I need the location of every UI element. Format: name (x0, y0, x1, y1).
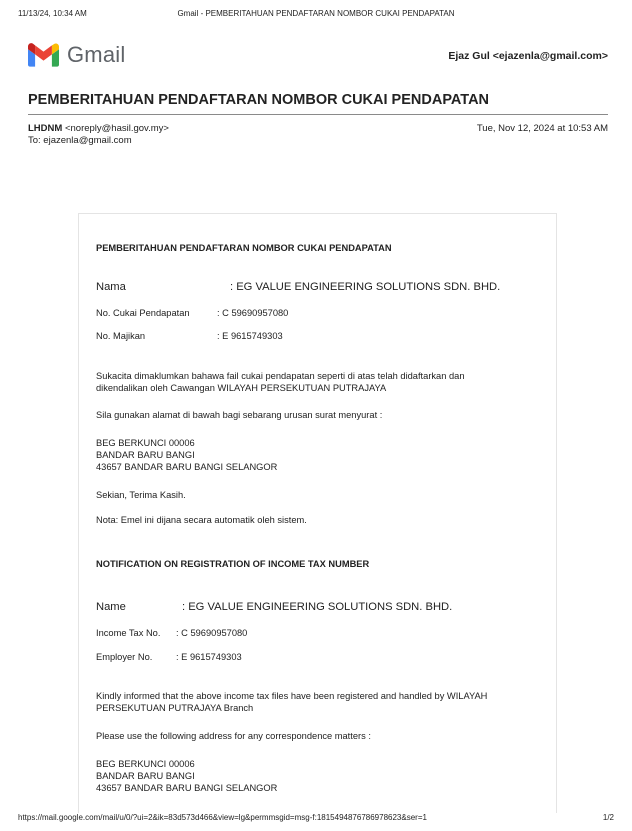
print-footer (18, 813, 614, 825)
paragraph-address-intro-en: Please use the following address for any correspondence matters : (96, 731, 371, 741)
paragraph-registration-my-2: dikendalikan oleh Cawangan WILAYAH PERSEKUTUAN PUTRAJAYA (96, 383, 387, 393)
address-line-2-en: BANDAR BARU BANGI (96, 771, 195, 781)
gmail-envelope-icon (28, 43, 59, 67)
field-value: : EG VALUE ENGINEERING SOLUTIONS SDN. BHD. (182, 601, 453, 613)
field-label: Nama (96, 281, 126, 293)
message-date: Tue, Nov 12, 2024 at 10:53 AM (476, 123, 608, 134)
field-value: : EG VALUE ENGINEERING SOLUTIONS SDN. BHD. (230, 281, 501, 293)
field-label: Name (96, 601, 126, 613)
field-tax-en (96, 627, 247, 640)
gmail-logo (28, 42, 125, 68)
field-value: : E 9615749303 (176, 652, 242, 662)
field-value: : E 9615749303 (217, 331, 283, 341)
print-header (18, 9, 614, 21)
subject-divider (28, 114, 608, 115)
field-tax-my (96, 307, 288, 320)
print-datetime: 11/13/24, 10:34 AM (18, 9, 87, 18)
field-label: Employer No. (96, 652, 153, 662)
address-line-1-en: BEG BERKUNCI 00006 (96, 759, 195, 769)
field-employer-my (96, 330, 283, 343)
body-heading-en: NOTIFICATION ON REGISTRATION OF INCOME TAX NUMBER (96, 559, 370, 569)
field-name-en (96, 601, 452, 614)
field-employer-en (96, 651, 242, 664)
field-value: : C 59690957080 (217, 308, 289, 318)
sender-email: <noreply@hasil.gov.my> (64, 123, 169, 134)
address-line-3-en: 43657 BANDAR BARU BANGI SELANGOR (96, 783, 278, 793)
paragraph-registration-my-1: Sukacita dimaklumkan bahawa fail cukai pendapatan seperti di atas telah didaftarkan dan (96, 371, 465, 381)
paragraph-address-intro-my: Sila gunakan alamat di bawah bagi sebarang urusan surat menyurat : (96, 410, 383, 420)
address-line-2-my: BANDAR BARU BANGI (96, 450, 195, 460)
account-identity: Ejaz Gul <ejazenla@gmail.com> (448, 50, 608, 62)
field-label: No. Majikan (96, 331, 146, 341)
field-label: No. Cukai Pendapatan (96, 308, 190, 318)
print-page-number: 1/2 (602, 813, 614, 822)
gmail-wordmark: Gmail (67, 42, 126, 67)
address-line-3-my: 43657 BANDAR BARU BANGI SELANGOR (96, 462, 278, 472)
print-title: Gmail - PEMBERITAHUAN PENDAFTARAN NOMBOR CUKAI PENDAPATAN (177, 9, 455, 18)
email-subject: PEMBERITAHUAN PENDAFTARAN NOMBOR CUKAI PENDAPATAN (28, 92, 490, 108)
sender-line (28, 123, 169, 134)
paragraph-registration-en-2: PERSEKUTUAN PUTRAJAYA Branch (96, 703, 254, 713)
recipient-line: To: ejazenla@gmail.com (28, 135, 132, 146)
print-url: https://mail.google.com/mail/u/0/?ui=2&ik=83d573d466&view=lg&permmsgid=msg-f:1815494876786978623&ser=1 (18, 813, 427, 822)
closing-my: Sekian, Terima Kasih. (96, 490, 186, 500)
note-my: Nota: Emel ini dijana secara automatik oleh sistem. (96, 515, 307, 525)
field-value: : C 59690957080 (176, 628, 248, 638)
field-label: Income Tax No. (96, 628, 161, 638)
paragraph-registration-en-1: Kindly informed that the above income tax files have been registered and handled by WILAYAH (96, 691, 488, 701)
address-line-1-my: BEG BERKUNCI 00006 (96, 438, 195, 448)
email-body-card (78, 213, 557, 813)
field-name-my (96, 281, 500, 294)
sender-name: LHDNM (28, 123, 63, 134)
body-heading-my: PEMBERITAHUAN PENDAFTARAN NOMBOR CUKAI PENDAPATAN (96, 243, 392, 253)
